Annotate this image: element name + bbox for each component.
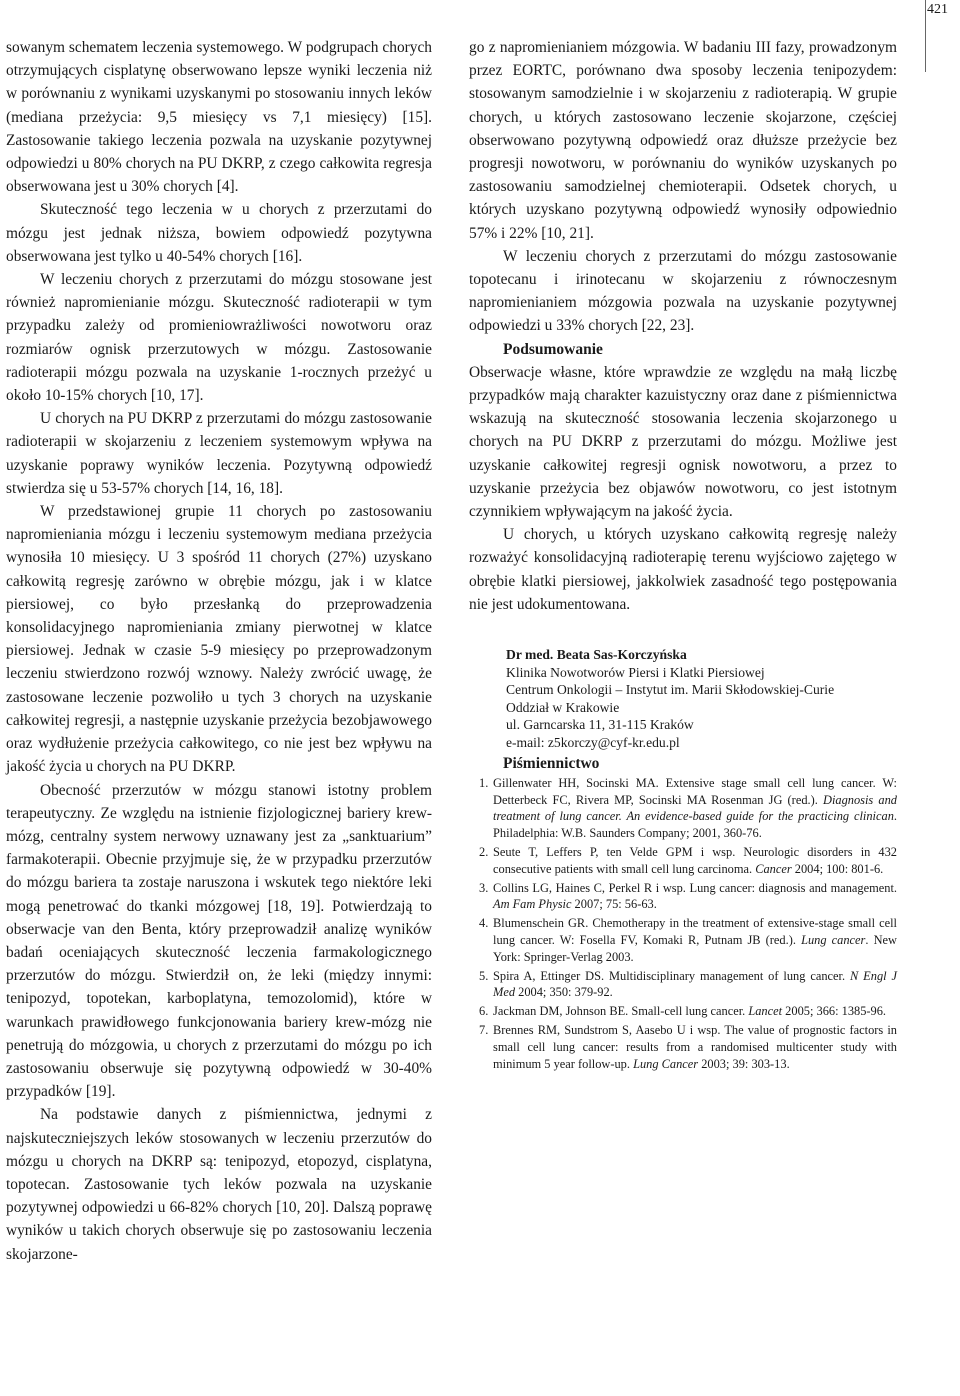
right-column [469, 36, 897, 1074]
reference-item: 7. Brennes RM, Sundstrom S, Aasebo U i wsp. The value of prognostic factors in small cell lung cancer: results from a randomised multicenter study with minimum 5 year follow-up. Lung Cancer 2003; 39: 303-13. [479, 1023, 897, 1071]
author-block [506, 646, 897, 752]
body-paragraph: W przedstawionej grupie 11 chorych po zastosowaniu napromieniania mózgu i leczeniu systemowym mediana przeżycia wynosiła 10 miesięcy. U 3 spośród 11 chorych (27%) uzyskano całkowitą regresję zarówno w obrębie mózgu, jak i w klatce piersiowej, co było przesłanką do przeprowadzenia konsolidacyjnego napromieniania zmiany pierwotnej w klatce piersiowej. Jednak w czasie 5-9 miesięcy po przeprowadzonym leczeniu stwierdzono rozwój wznowy. Należy zwrócić uwagę, że zastosowane leczenie pozwoliło u tych 3 chorych na uzyskanie całkowitej regresji, a następnie uzyskanie przeżycia bezobjawowego oraz wydłużenie przeżycia całkowitego, co nie jest bez wpływu na jakość życia u chorych na PU DKRP. [6, 503, 432, 776]
author-address: ul. Garncarska 11, 31-115 Kraków [506, 717, 694, 733]
reference-item: 5. Spira A, Ettinger DS. Multidisciplinary management of lung cancer. N Engl J Med 2004; 350: 379-92. [479, 968, 897, 1000]
references-list [469, 775, 897, 1073]
author-affiliation: Oddział w Krakowie [506, 699, 620, 715]
summary-paragraph: Obserwacje własne, które wprawdzie ze względu na małą liczbę przypadków mają charakter kazuistyczny oraz dane z piśmiennictwa wskazują na skuteczność stosowania leczenia skojarzonego u chorych na PU DKRP z przerzutami do mózgu. Możliwe jest uzyskanie całkowitej regresji ognisk nowotworu, a przez to uzyskanie przeżycia bez objawów nowotworu, co jest istotnym czynnikiem wpływającym na jakość życia. [469, 363, 897, 521]
summary-heading: Podsumowanie [503, 340, 603, 358]
page-number: 421 [927, 2, 948, 17]
reference-item: 1. Gillenwater HH, Socinski MA. Extensive stage small cell lung cancer. W: Detterbeck FC, Rivera MP, Socinski MA Rosenman JG (red.). Diagnosis and treatment of lung cancer. An evidence-based guide for the practicing clinican. Philadelphia: W.B. Saunders Company; 2001, 360-76. [479, 775, 898, 841]
reference-item: 6. Jackman DM, Johnson BE. Small-cell lung cancer. Lancet 2005; 366: 1385-96. [479, 1004, 887, 1019]
summary-paragraph: U chorych, u których uzyskano całkowitą regresję należy rozważyć konsolidacyjną radioterapię terenu wyjściowo zajętego w obrębie klatki piersiowej, jakkolwiek zasadność tego postępowania nie jest udokumentowana. [469, 526, 897, 613]
body-paragraph: Na podstawie danych z piśmiennictwa, jednymi z najskuteczniejszych leków stosowanych w leczeniu przerzutów do mózgu u chorych na DKRP są: tenipozyd, etopozyd, cisplatyna, topotecan. Zastosowanie tych leków pozwala na uzyskanie pozytywnej odpowiedzi u 66-82% chorych [10, 20]. Dalszą poprawę wyników u takich chorych obserwuje się po zastosowaniu leczenia skojarzone- [6, 1106, 432, 1263]
author-affiliation: Klinika Nowotworów Piersi i Klatki Piersiowej [506, 664, 765, 680]
body-paragraph: W leczeniu chorych z przerzutami do mózgu zastosowanie topotecanu i irinotecanu w skojarzeniu z równoczesnym napromienianiem mózgowia pozwala na uzyskanie pozytywnej odpowiedzi u 33% chorych [22, 23]. [469, 247, 897, 335]
reference-item: 4. Blumenschein GR. Chemotherapy in the treatment of extensive-stage small cell lung cancer. W: Fosella FV, Komaki R, Putnam JB (red.). Lung cancer. New York: Springer-Verlag 2003. [479, 916, 897, 964]
header-rule [925, 0, 926, 72]
reference-item: 3. Collins LG, Haines C, Perkel R i wsp. Lung cancer: diagnosis and management. Am Fam Physic 2007; 75: 56-63. [479, 880, 897, 912]
author-affiliation: Centrum Onkologii – Instytut im. Marii Skłodowskiej-Curie [506, 682, 835, 698]
body-paragraph: W leczeniu chorych z przerzutami do mózgu stosowane jest również napromienianie mózgu. Skuteczność radioterapii w tym przypadku zależy od promieniowrażliwości nowotworu oraz rozmiarów ognisk przerzutowych w mózgu. Zastosowanie radioterapii mózgu pozwala na uzyskanie 1-rocznych przeżyć u około 10-15% chorych [10, 17]. [6, 271, 432, 405]
body-paragraph: sowanym schematem leczenia systemowego. W podgrupach chorych otrzymujących cisplatynę obserwowano lepsze wyniki leczenia niż w porównaniu z wynikami uzyskanymi po stosowaniu innych leków (mediana przeżycia: 9,5 miesięcy vs 7,1 miesięcy) [15]. Zastosowanie takiego leczenia pozwala na uzyskanie pozytywnej odpowiedzi u 80% chorych na PU DKRP, z czego całkowita regresja obserwowana jest u 30% chorych [4]. [6, 39, 432, 196]
references-heading: Piśmiennictwo [503, 754, 600, 772]
body-paragraph: Skuteczność tego leczenia w u chorych z przerzutami do mózgu jest jednak niższa, bowiem odpowiedź pozytywna obserwowana jest tylko u 40-54% chorych [16]. [6, 201, 432, 265]
body-paragraph: go z napromienianiem mózgowia. W badaniu III fazy, prowadzonym przez EORTC, porównano dwa sposoby leczenia tenipozydem: stosowanym samodzielnie i w skojarzeniu z radioterapią. W grupie chorych, u których zastosowano leczenie skojarzone, częściej obserwowano pozytywną odpowiedź oraz dłuższe przeżycie bez progresji nowotworu, w porównaniu do wyników uzyskanych po zastosowaniu samodzielnej chemioterapii. Odsetek chorych, u których uzyskano pozytywną odpowiedź wynosiły odpowiednio 57% i 22% [10, 21]. [469, 39, 897, 242]
body-paragraph: Obecność przerzutów w mózgu stanowi istotny problem terapeutyczny. Ze względu na istnienie fizjologicznej bariery krew-mózg, centralny system nerwowy uznawany jest za „sanktuarium” farmakoterapii. Obecnie przyjmuje się, że w przypadku przerzutów do mózgu bariera ta zostaje naruszona i wskutek tego niektóre leki mogą penetrować do tkanki mózgowej [18, 19]. Potwierdzają to obserwacje van den Benta, który przeprowadził analizę wyników badań oceniających skuteczność leczenia farmakologicznego przerzutów do mózgu. Stwierdził on, że leki (między innymi: tenipozyd, topotekan, karboplatyna, temozolomid), które w warunkach prawidłowego funkcjonowania bariery krew-mózg nie penetrują do mózgowia, u chorych z przerzutami do mózgu po ich zastosowaniu obserwuje się pozytywną odpowiedź w 30-40% przypadków [19]. [6, 781, 432, 1101]
left-column [6, 36, 432, 1266]
reference-item: 2. Seute T, Leffers P, ten Velde GPM i wsp. Neurologic disorders in 432 consecutive patients with small cell lung carcinoma. Cancer 2004; 100: 801-6. [479, 845, 897, 876]
body-paragraph: U chorych na PU DKRP z przerzutami do mózgu zastosowanie radioterapii w skojarzeniu z leczeniem systemowym wpływa na uzyskanie poprawy wyników leczenia. Pozytywną odpowiedź stwierdza się u 53-57% chorych [14, 16, 18]. [6, 410, 432, 497]
author-email: e-mail: z5korczy@cyf-kr.edu.pl [506, 735, 680, 751]
author-name: Dr med. Beata Sas-Korczyńska [506, 647, 687, 663]
